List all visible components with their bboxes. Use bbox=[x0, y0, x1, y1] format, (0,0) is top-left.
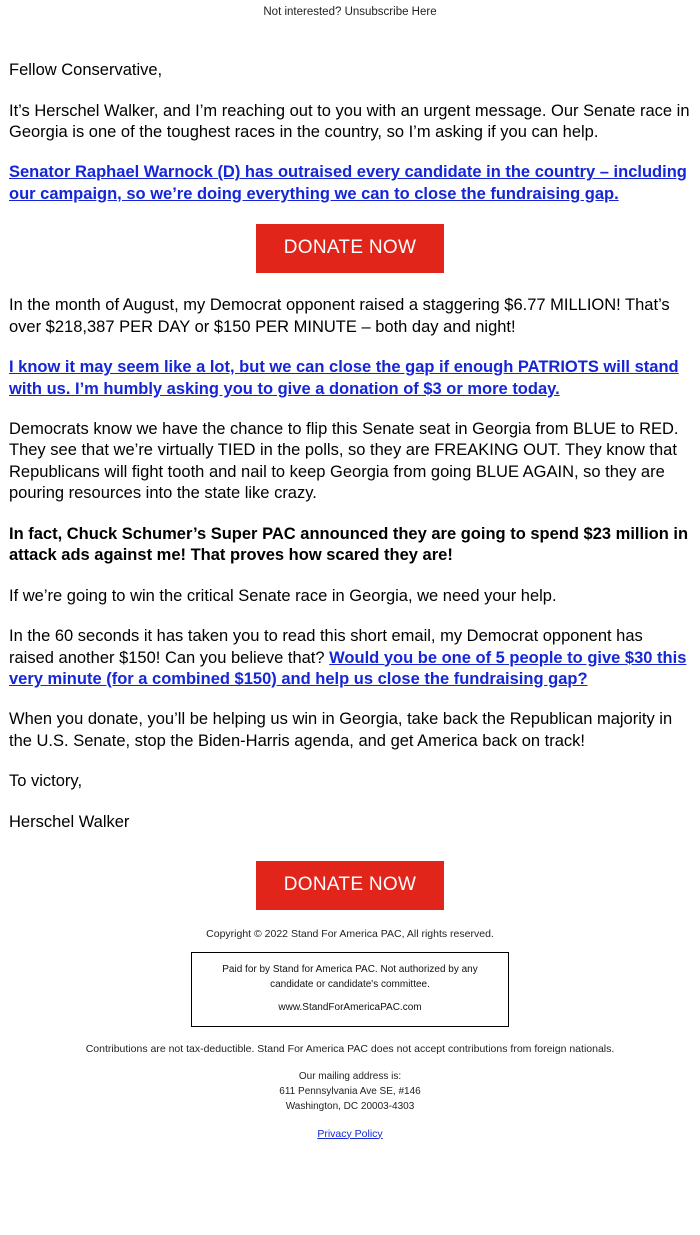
closing-line: To victory, bbox=[9, 772, 83, 791]
signature-line: Herschel Walker bbox=[9, 812, 130, 831]
warnock-link-paragraph bbox=[9, 162, 691, 205]
unsubscribe-bar bbox=[0, 0, 700, 22]
donate-button-bottom-wrap bbox=[9, 861, 691, 910]
schumer-pac-paragraph: In fact, Chuck Schumer’s Super PAC announced they are going to spend $23 million in attack ads against me! That proves how scared they are! bbox=[9, 524, 689, 565]
mailing-address bbox=[9, 1069, 691, 1114]
mailing-city-state-zip: Washington, DC 20003-4303 bbox=[285, 1100, 415, 1112]
when-you-donate-paragraph: When you donate, you’ll be helping us win in Georgia, take back the Republican majority in the U.S. Senate, stop the Biden-Harris agenda, and get America back on track! bbox=[9, 710, 673, 750]
patriots-link-paragraph bbox=[9, 357, 691, 400]
email-footer bbox=[9, 928, 691, 1140]
salutation: Fellow Conservative, bbox=[9, 61, 163, 80]
five-people-link[interactable]: Would you be one of 5 people to give $30 this very minute (for a combined $150) and help us close the fundraising gap? bbox=[9, 648, 687, 688]
august-fundraising-paragraph: In the month of August, my Democrat opponent raised a staggering $6.77 MILLION! That’s over $218,387 PER DAY or $150 PER MINUTE – both day and night! bbox=[9, 296, 670, 336]
privacy-policy-wrap bbox=[9, 1128, 691, 1140]
copyright-text: Copyright © 2022 Stand For America PAC, All rights reserved. bbox=[206, 928, 494, 941]
donate-button-top-wrap bbox=[9, 224, 691, 273]
sixty-seconds-paragraph bbox=[9, 626, 691, 690]
donate-now-button-top[interactable]: DONATE NOW bbox=[256, 224, 444, 273]
disclaimer-line-1: Paid for by Stand for America PAC. Not authorized by any bbox=[222, 964, 478, 976]
email-body bbox=[0, 60, 700, 1140]
unsubscribe-link[interactable]: Unsubscribe Here bbox=[344, 6, 437, 18]
mailing-label: Our mailing address is: bbox=[298, 1070, 402, 1082]
contributions-notice: Contributions are not tax-deductible. Stand For America PAC does not accept contributions from foreign nationals. bbox=[85, 1042, 615, 1055]
donation-ask-link[interactable]: I know it may seem like a lot, but we can close the gap if enough PATRIOTS will stand with us. I’m humbly asking you to give a donation of $3 or more today. bbox=[9, 358, 679, 398]
sixty-seconds-text: In the 60 seconds it has taken you to read this short email, my Democrat opponent has raised another $150! Can you believe that? bbox=[9, 627, 643, 667]
paid-for-disclaimer-box bbox=[191, 952, 509, 1027]
privacy-policy-link[interactable]: Privacy Policy bbox=[317, 1127, 383, 1140]
unsubscribe-prefix: Not interested? bbox=[263, 6, 345, 18]
mailing-street: 611 Pennsylvania Ave SE, #146 bbox=[279, 1085, 421, 1097]
need-help-paragraph: If we’re going to win the critical Senate race in Georgia, we need your help. bbox=[9, 586, 557, 605]
donate-now-button-bottom[interactable]: DONATE NOW bbox=[256, 861, 444, 910]
democrats-paragraph: Democrats know we have the chance to flip this Senate seat in Georgia from BLUE to RED. They see that we’re virtually TIED in the polls, so they are FREAKING OUT. They know that Republicans will fight tooth and nail to keep Georgia from going BLUE AGAIN, so they are pouring resources into the state like crazy. bbox=[9, 420, 679, 503]
disclaimer-line-2: candidate or candidate's committee. bbox=[270, 978, 430, 990]
warnock-outraised-link[interactable]: Senator Raphael Warnock (D) has outraised every candidate in the country – including our campaign, so we’re doing everything we can to close the fundraising gap. bbox=[9, 163, 687, 203]
intro-paragraph: It’s Herschel Walker, and I’m reaching out to you with an urgent message. Our Senate race in Georgia is one of the toughest races in the country, so I’m asking if you can help. bbox=[9, 101, 690, 141]
disclaimer-website: www.StandForAmericaPAC.com bbox=[278, 1002, 422, 1014]
